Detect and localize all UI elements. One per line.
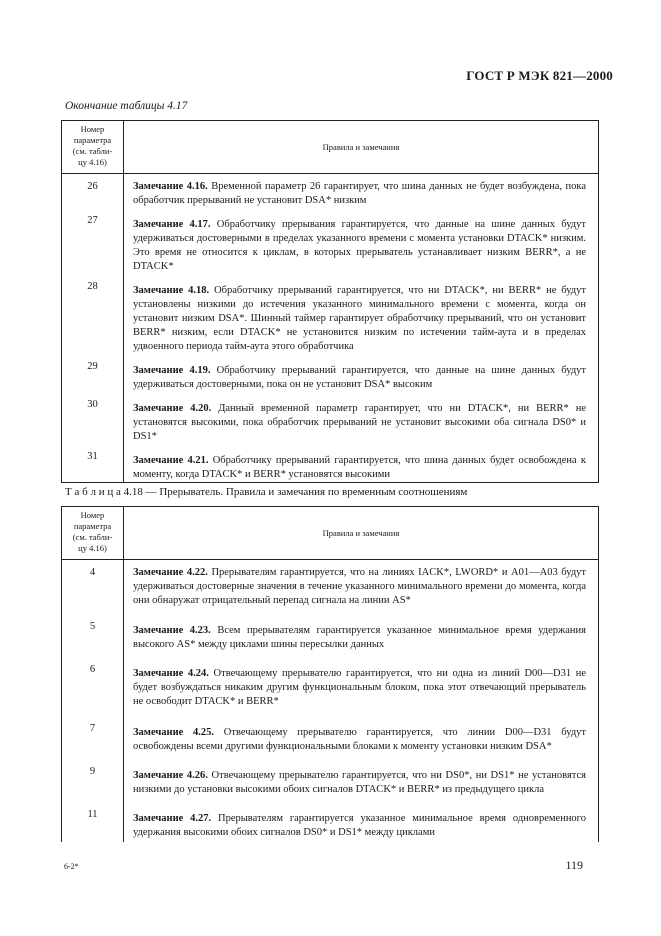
table-caption: Окончание таблицы 4.17 — [65, 100, 188, 112]
rule-text: Замечание 4.24. Отвечающему прерывателю гарантируется, что ни одна из линий D00—D31 не будет возбуждаться никаким другим функциональным блоком, пока этот отвечающий прерыватель не освободит DTACK* и BERR* — [133, 668, 587, 708]
footer-signature-mark: 6-2* — [64, 862, 79, 871]
table-row — [62, 174, 599, 209]
parameter-number: 28 — [62, 274, 124, 354]
parameter-number: 30 — [62, 392, 124, 444]
table-row — [62, 392, 599, 444]
table-row — [62, 354, 599, 392]
rule-text: Замечание 4.20. Данный временной параметр гарантирует, что ни DTACK*, ни BERR* не установятся высокими, пока обработчик прерываний не установит высокими оба сигнала DS0* и DS1* — [133, 403, 586, 442]
parameter-number: 31 — [62, 444, 124, 483]
column-header-parameter-number: Номер параметра (см. табли- цу 4.16) — [62, 507, 124, 560]
rules-table-4-17 — [61, 120, 599, 483]
column-header-rules: Правила и замечания — [322, 528, 400, 538]
rule-text: Замечание 4.26. Отвечающему прерывателю гарантируется, что ни DS0*, ни DS1* не установятся низкими до установки высокими обоих сигналов DTACK* и BERR* из предыдущего цикла — [133, 770, 587, 796]
table-row — [62, 560, 599, 615]
table-row — [62, 716, 599, 759]
rule-text: Замечание 4.19. Обработчику прерываний гарантируется, что данные на шине данных будут удерживаться достоверными, пока он не установит DSA* высоким — [133, 365, 587, 390]
table-row — [62, 802, 599, 842]
table-row — [62, 274, 599, 354]
parameter-number: 11 — [62, 802, 124, 842]
table-row — [62, 614, 599, 657]
parameter-number: 29 — [62, 354, 124, 392]
column-header-parameter-number: Номер параметра (см. табли- цу 4.16) — [62, 121, 124, 174]
parameter-number: 27 — [62, 208, 124, 274]
rule-text: Замечание 4.27. Прерывателям гарантируется указанное минимальное время одновременного удержания высокими обоих сигналов DS0* и DS1* между циклами — [133, 813, 586, 838]
rule-text: Замечание 4.25. Отвечающему прерывателю гарантируется, что линии D00—D31 будут освобождены всеми другими функциональными блоками к моменту установки низким DSA* — [133, 727, 587, 753]
table-row — [62, 444, 599, 483]
parameter-number: 9 — [62, 759, 124, 802]
parameter-number: 6 — [62, 657, 124, 716]
rules-table-4-18 — [61, 506, 599, 842]
table-caption-text: 4.18 — Прерыватель. Правила и замечания по временным соотношениям — [120, 486, 468, 498]
parameter-number: 26 — [62, 174, 124, 209]
table-row — [62, 657, 599, 716]
table-caption — [65, 486, 467, 498]
parameter-number: 5 — [62, 614, 124, 657]
parameter-number: 7 — [62, 716, 124, 759]
table-row — [62, 208, 599, 274]
rule-text: Замечание 4.22. Прерывателям гарантируется, что на линиях IACK*, LWORD* и A01—A03 будут удерживаться достоверные значения в течение указанного минимального времени до момента, когда они обнаружат отрицательный перепад сигнала на линии AS* — [133, 567, 586, 606]
table-row — [62, 759, 599, 802]
column-header-rules: Правила и замечания — [322, 142, 400, 152]
page-number: 119 — [565, 858, 583, 872]
document-header-title: ГОСТ Р МЭК 821—2000 — [466, 68, 613, 83]
rule-text: Замечание 4.23. Всем прерывателям гарантируется указанное минимальное время удержания высокого AS* между циклами шины пересылки данных — [133, 625, 587, 651]
parameter-number: 4 — [62, 560, 124, 615]
rule-text: Замечание 4.18. Обработчику прерываний гарантируется, что ни DTACK*, ни BERR* не будут установлены низкими до истечения указанного минимального времени с момента, когда он установит низким DSA*. Шинный таймер гарантирует обработчику прерываний, что он установит BERR* низким, если DTACK* не установится низким по истечении тайм-аута и в пределах удвоенного периода тайм-аута этого обработчика — [133, 285, 586, 352]
rule-text: Замечание 4.21. Обработчику прерываний гарантируется, что шина данных будет освобождена к моменту, когда DTACK* и BERR* установятся высокими — [133, 455, 586, 480]
rule-text: Замечание 4.16. Временной параметр 26 гарантирует, что шина данных не будет возбуждена, пока обработчик прерываний не установит DSA* низким — [133, 181, 587, 206]
table-caption-label: Т а б л и ц а — [65, 486, 121, 498]
rule-text: Замечание 4.17. Обработчику прерывания гарантируется, что данные на шине данных будут удерживаться достоверными в пределах указанного времени с момента установки DTACK* низким. Это время не относится к циклам, в которых прерыватель устанавливает низким BERR*, а не DTACK* — [133, 219, 586, 272]
